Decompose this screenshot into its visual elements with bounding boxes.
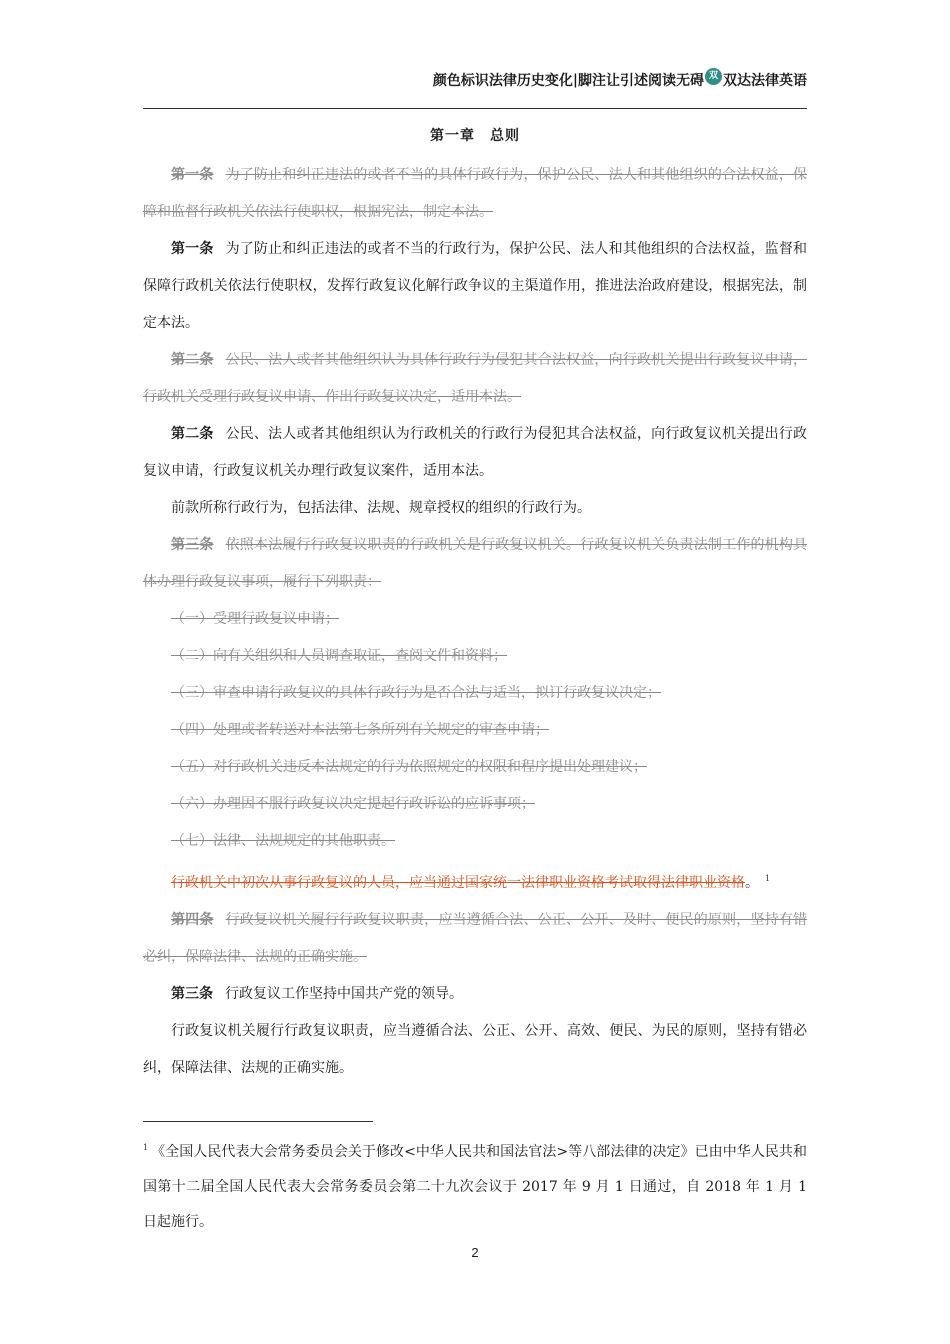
article-text: 为了防止和纠正违法的或者不当的行政行为，保护公民、法人和其他组织的合法权益，监督和保障行政机关依法行使职权，发挥行政复议化解行政争议的主渠道作用，推进法治政府建设，根据宪法，制定本法。 [143, 241, 808, 331]
header-divider [143, 108, 807, 109]
header-brand-name: 双达法律英语 [723, 73, 807, 89]
footnote-divider [143, 1121, 373, 1122]
deleted-article-paragraph [143, 601, 807, 638]
header-text-color: 颜色标识法律历史变化 [432, 73, 573, 89]
deleted-article-paragraph [143, 675, 807, 712]
article-text: 公民、法人或者其他组织认为行政机关的行政行为侵犯其合法权益，向行政复议机关提出行政复议申请，行政复议机关办理行政复议案件，适用本法。 [143, 426, 808, 479]
footnote [143, 1130, 807, 1240]
footnote-reference[interactable]: 1 [765, 874, 771, 883]
footnote-mark: 1 [143, 1143, 149, 1152]
chapter-title: 第一章 总则 [430, 128, 520, 144]
article-text: 前款所称行政行为，包括法律、法规、规章授权的组织的行政行为。 [171, 500, 591, 516]
deleted-article-paragraph [143, 860, 807, 902]
article-paragraph [143, 1013, 807, 1087]
article-text: （一）受理行政复议申请； [171, 611, 339, 627]
header-text-footnote: 脚注让引述阅读无碍 [578, 73, 704, 89]
article-text: 依照本法履行行政复议职责的行政机关是行政复议机关。行政复议机关负责法制工作的机构具体办理行政复议事项，履行下列职责： [143, 537, 808, 590]
deleted-article-paragraph [143, 823, 807, 860]
deleted-article-paragraph [143, 712, 807, 749]
article-number: 第二条 [171, 426, 214, 442]
footnote-text: 《全国人民代表大会常务委员会关于修改<中华人民共和国法官法>等八部法律的决定》已由中华人民共和国第十二届全国人民代表大会常务委员会第二十九次会议于 2017 年 9 月 1 日通过，自 2018 年 1 月 1 日起施行。 [143, 1144, 807, 1230]
deleted-article-paragraph [143, 638, 807, 675]
article-number: 第一条 [171, 241, 214, 257]
document-body [143, 157, 807, 1087]
deleted-article-paragraph [143, 786, 807, 823]
article-number: 第一条 [171, 167, 214, 183]
brand-logo-icon: 双 [705, 68, 722, 85]
article-text: 为了防止和纠正违法的或者不当的具体行政行为，保护公民、法人和其他组织的合法权益，保障和监督行政机关依法行使职权，根据宪法，制定本法。 [143, 167, 808, 220]
article-text: （四）处理或者转送对本法第七条所列有关规定的审查申请； [171, 722, 549, 738]
article-text: （三）审查申请行政复议的具体行政行为是否合法与适当，拟订行政复议决定； [171, 685, 661, 701]
article-text: （二）向有关组织和人员调查取证，查阅文件和资料； [171, 648, 507, 664]
article-number: 第三条 [171, 537, 214, 553]
article-text: 行政复议工作坚持中国共产党的领导。 [225, 986, 463, 1002]
article-number: 第二条 [171, 352, 214, 368]
deleted-article-paragraph [143, 157, 807, 231]
deleted-article-paragraph [143, 749, 807, 786]
deleted-article-paragraph [143, 342, 807, 416]
paragraph-end-mark: 。 [745, 875, 759, 891]
deleted-article-paragraph [143, 902, 807, 976]
article-number: 第三条 [171, 986, 213, 1002]
article-paragraph [143, 490, 807, 527]
article-number: 第四条 [171, 912, 214, 928]
article-paragraph [143, 976, 807, 1013]
article-text: （五）对行政机关违反本法规定的行为依照规定的权限和程序提出处理建议； [171, 759, 647, 775]
article-text: 行政复议机关履行行政复议职责，应当遵循合法、公正、公开、及时、便民的原则，坚持有错必纠，保障法律、法规的正确实施。 [143, 912, 808, 965]
article-paragraph [143, 231, 807, 342]
page-header [433, 70, 807, 90]
article-text: （六）办理因不服行政复议决定提起行政诉讼的应诉事项； [171, 796, 535, 812]
article-text: 行政机关中初次从事行政复议的人员，应当通过国家统一法律职业资格考试取得法律职业资格 [171, 875, 745, 891]
deleted-article-paragraph [143, 527, 807, 601]
article-paragraph [143, 416, 807, 490]
article-text: 行政复议机关履行行政复议职责，应当遵循合法、公正、公开、高效、便民、为民的原则，坚持有错必纠，保障法律、法规的正确实施。 [143, 1023, 807, 1076]
header-separator: | [572, 72, 578, 88]
article-text: （七）法律、法规规定的其他职责。 [171, 833, 395, 849]
page-number: 2 [471, 1245, 479, 1260]
article-text: 公民、法人或者其他组织认为具体行政行为侵犯其合法权益，向行政机关提出行政复议申请，行政机关受理行政复议申请、作出行政复议决定，适用本法。 [143, 352, 808, 405]
